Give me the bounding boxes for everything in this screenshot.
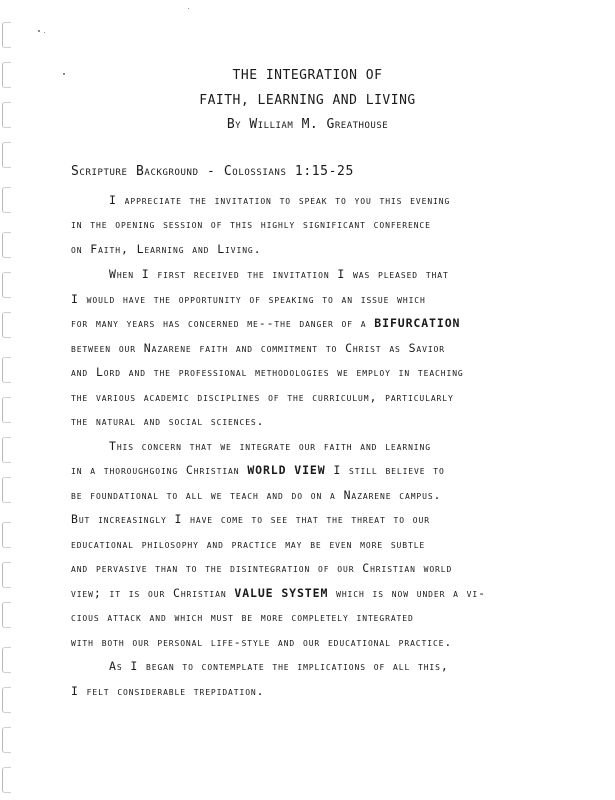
paragraph-3-line-6: and pervasive than to the disintegration of our Christian world [71, 561, 453, 575]
title-line-2: FAITH, LEARNING AND LIVING [199, 93, 416, 108]
paragraph-2-line-5: and Lord and the professional methodologies we employ in teaching [71, 365, 464, 379]
paragraph-1-line-3: on Faith, Learning and Living. [71, 242, 262, 256]
paragraph-1-line-2: in the opening session of this highly significant conference [71, 217, 431, 231]
paragraph-2-line-1: When I first received the invitation I was pleased that [109, 267, 449, 281]
paragraph-4-line-2: I felt considerable trepidation. [71, 684, 265, 698]
emphasis-bifurcation: BIFURCATION [374, 316, 461, 330]
paragraph-2-line-6: the various academic disciplines of the curriculum, particularly [71, 390, 454, 404]
paragraph-1-line-1: I appreciate the invitation to speak to you this evening [109, 193, 451, 207]
emphasis-world-view: WORLD VIEW [247, 463, 326, 477]
paragraph-2-line-3: for many years has concerned me--the danger of a BIFURCATION [71, 316, 461, 330]
paragraph-3-line-8: cious attack and which must be more completely integrated [71, 610, 414, 624]
emphasis-value-system: VALUE SYSTEM [234, 586, 329, 600]
paragraph-3-line-4: But increasingly I have come to see that the threat to our [71, 512, 430, 526]
paragraph-2-line-4: between our Nazarene faith and commitment to Christ as Savior [71, 341, 445, 355]
paragraph-4-line-1: As I began to contemplate the implications of all this, [109, 659, 449, 673]
paragraph-2-line-7: the natural and social sciences. [71, 414, 265, 428]
byline: By William M. Greathouse [226, 117, 389, 132]
scripture-heading: Scripture Background - Colossians 1:15-25 [71, 164, 354, 179]
paragraph-3-line-7: view; it is our Christian VALUE SYSTEM which is now under a vi- [71, 586, 486, 600]
paragraph-3-line-1: This concern that we integrate our faith and learning [109, 439, 431, 453]
paragraph-3-line-3: be foundational to all we teach and do on a Nazarene campus. [71, 488, 442, 502]
paragraph-2-line-2: I would have the opportunity of speaking to an issue which [71, 292, 426, 306]
title-line-1: THE INTEGRATION OF [232, 68, 383, 83]
paragraph-3-line-2: in a thoroughgoing Christian WORLD VIEW I still believe to [71, 463, 445, 477]
paragraph-3-line-5: educational philosophy and practice may be even more subtle [71, 537, 426, 551]
paragraph-3-line-9: with both our personal life-style and our educational practice. [71, 635, 453, 649]
